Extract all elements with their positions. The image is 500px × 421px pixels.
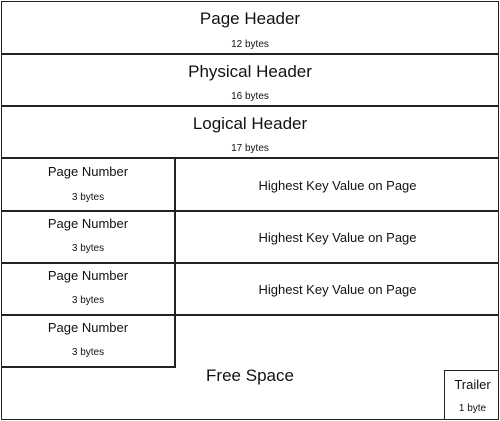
page-header-row: [1, 1, 499, 53]
entry-page-number-label: Page Number: [47, 268, 129, 283]
logical-header-row: [1, 107, 499, 157]
logical-header-title: Logical Header: [192, 114, 308, 133]
logical-header-size: 17 bytes: [231, 143, 269, 154]
entry-page-number-label: Page Number: [47, 320, 129, 335]
column-divider: [174, 157, 176, 368]
divider: [1, 314, 499, 316]
trailer-size: 1 byte: [458, 403, 487, 414]
entry-page-number-label: Page Number: [47, 164, 129, 179]
trailer-label: Trailer: [454, 377, 491, 392]
physical-header-title: Physical Header: [188, 62, 312, 81]
free-space-label: Free Space: [206, 366, 294, 385]
physical-header-size: 16 bytes: [231, 91, 269, 102]
divider: [1, 210, 499, 212]
entry-page-number-size: 3 bytes: [71, 295, 105, 306]
entry-page-number-size: 3 bytes: [71, 192, 105, 203]
entry-key-value-label: Highest Key Value on Page: [258, 230, 417, 245]
entry-key-value-label: Highest Key Value on Page: [258, 178, 417, 193]
entry-page-number-label: Page Number: [47, 216, 129, 231]
page-header-size: 12 bytes: [231, 39, 269, 50]
entry-page-number-size: 3 bytes: [71, 243, 105, 254]
page-header-title: Page Header: [199, 9, 301, 28]
physical-header-row: [1, 55, 499, 105]
divider: [1, 262, 499, 264]
entry-page-number-size: 3 bytes: [71, 347, 105, 358]
trailer-box: [444, 370, 499, 420]
entry-key-value-label: Highest Key Value on Page: [258, 282, 417, 297]
divider: [1, 157, 499, 159]
